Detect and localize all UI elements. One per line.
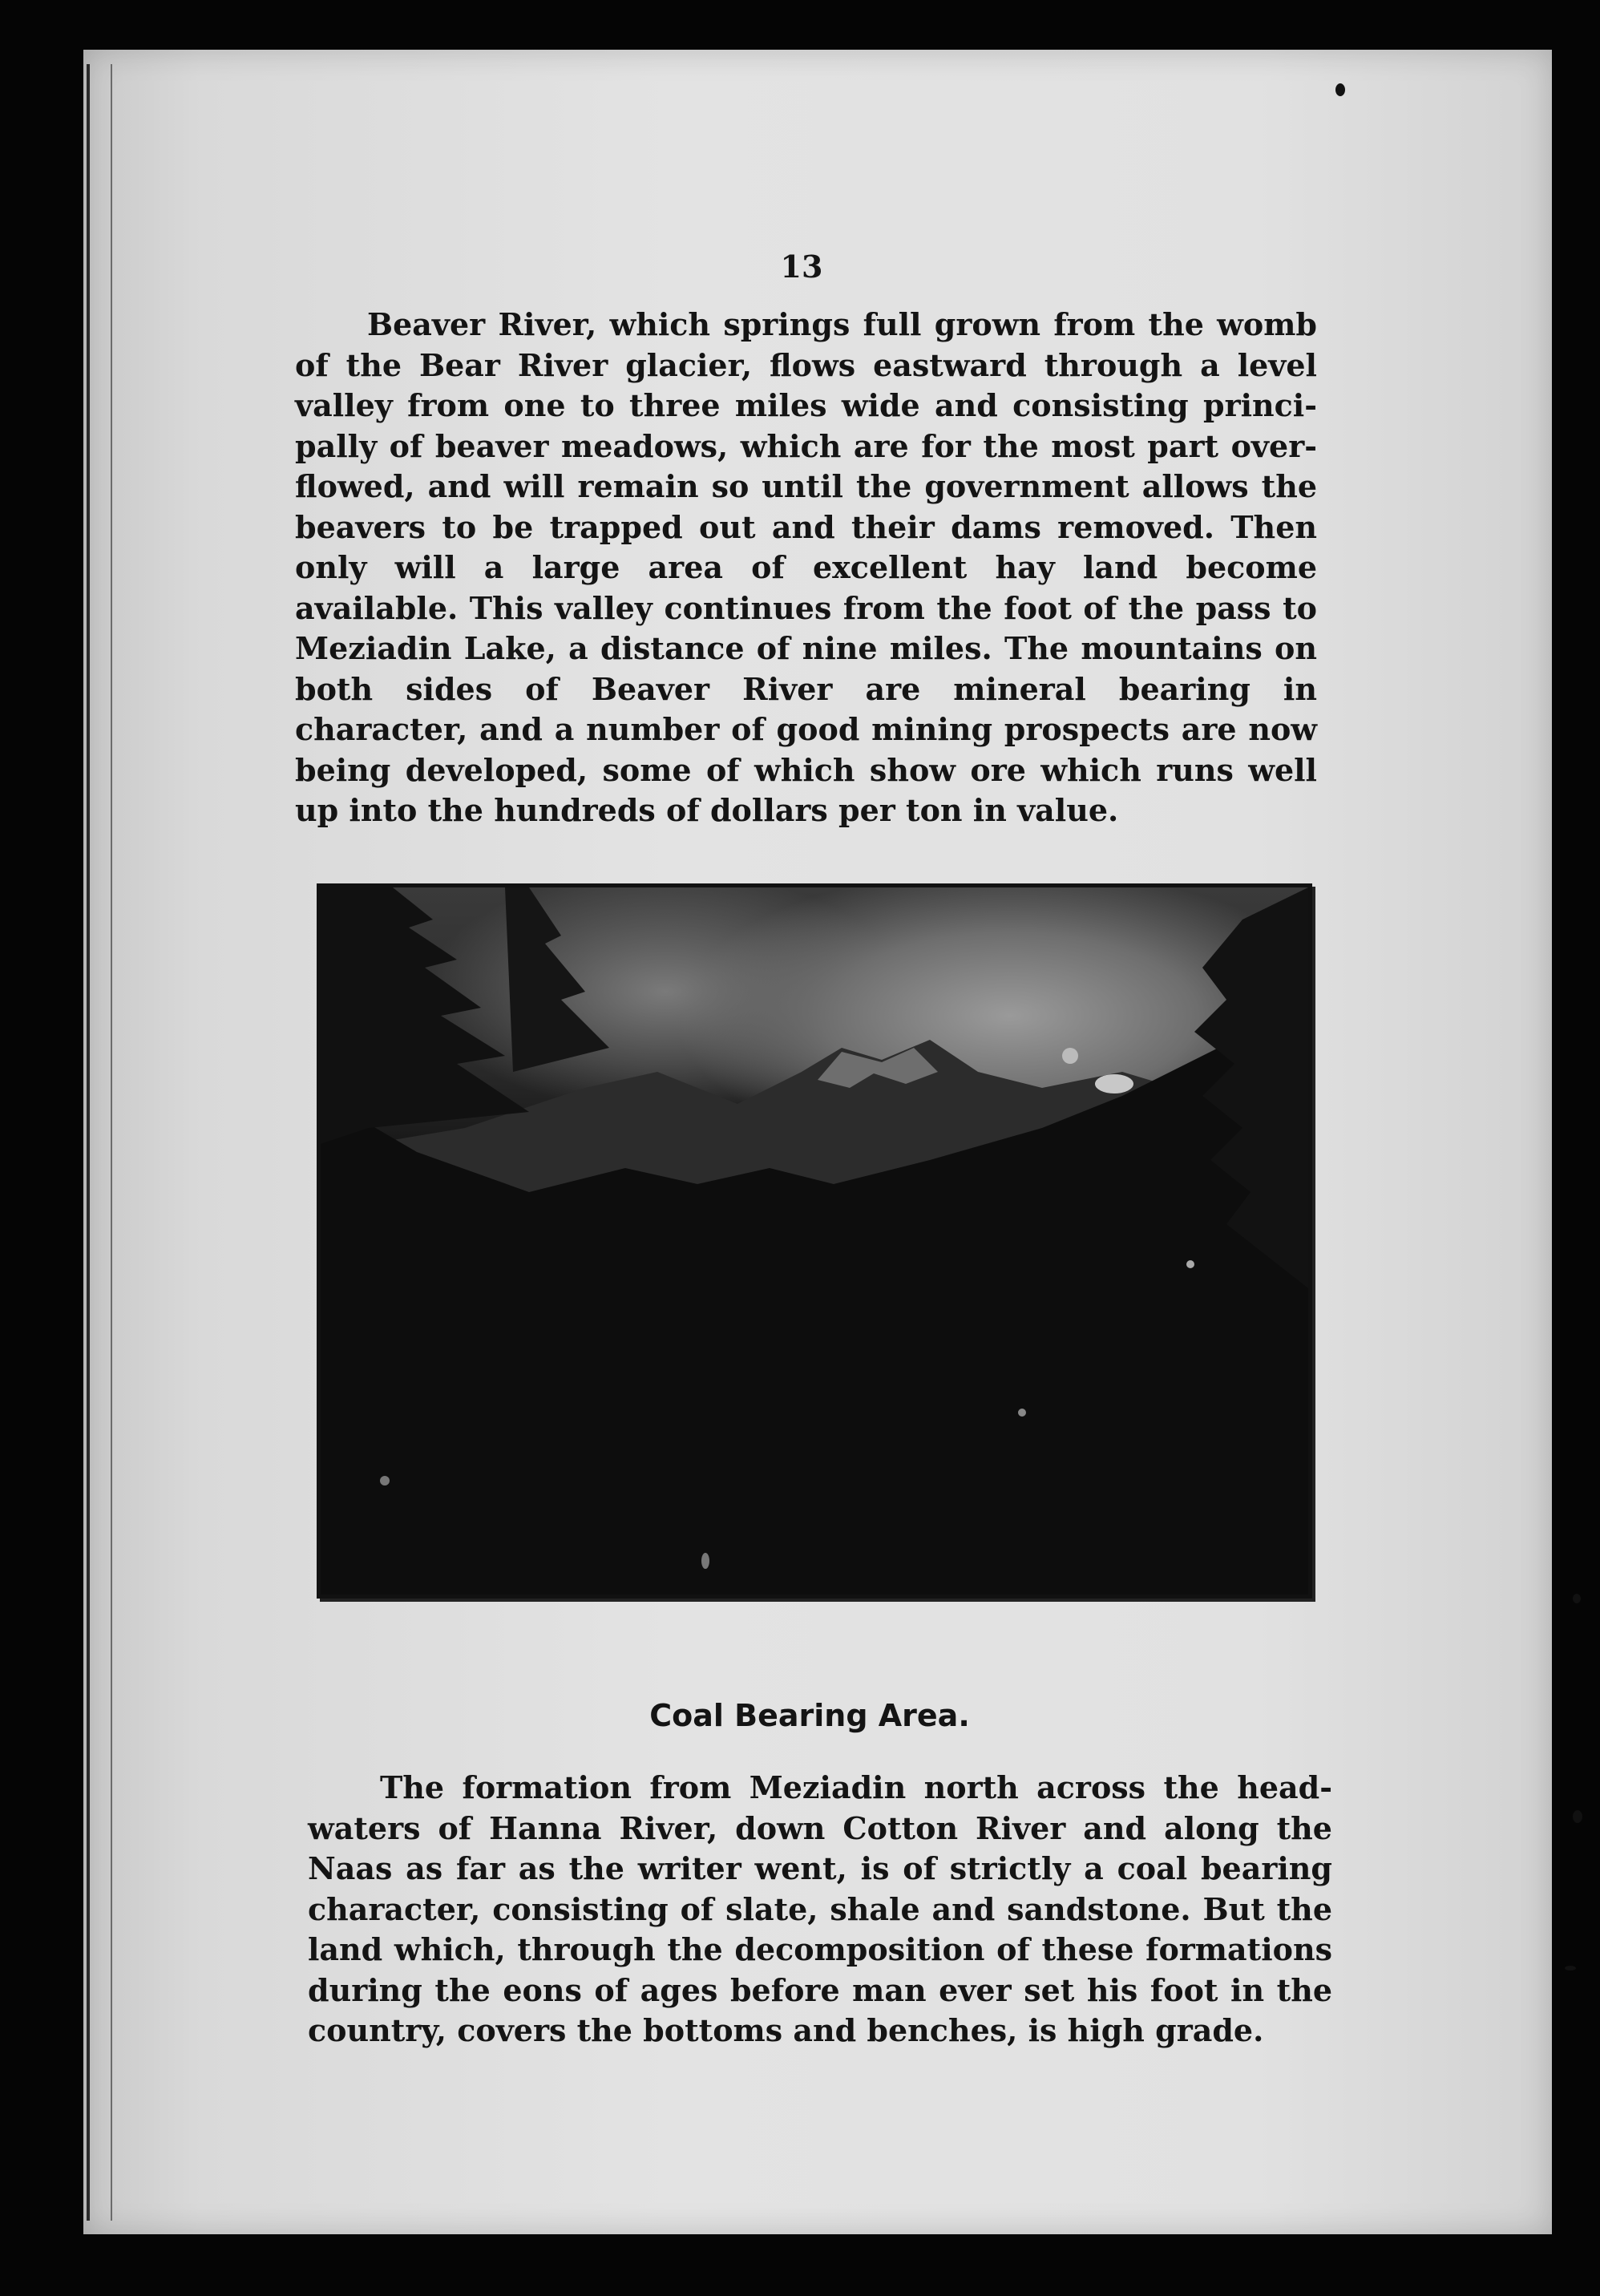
landscape-photograph-art <box>321 887 1308 1595</box>
page-number: 13 <box>780 249 823 285</box>
light-speck <box>1062 1048 1078 1064</box>
light-speck <box>1186 1260 1194 1268</box>
tree-left-2 <box>505 887 609 1072</box>
landscape-photograph <box>317 883 1312 1599</box>
paper-speck <box>1565 1966 1576 1971</box>
page-gutter-fold <box>111 64 112 2221</box>
light-speck <box>1095 1074 1133 1093</box>
light-speck <box>701 1553 709 1569</box>
section-heading: Coal Bearing Area. <box>649 1698 970 1733</box>
light-speck <box>1018 1409 1026 1417</box>
tree-left <box>321 887 529 1144</box>
page-gutter-edge <box>87 64 90 2221</box>
paragraph-coal-bearing: The formation from Meziadin north across the head- waters of Hanna River, down Cotton River and along the Naas as far as the writer went, is of strictly a coal bearing character, consisting of slate, shale and sandstone. But the land which, through the decomposition of these formations during the eons of ages before man ever set his foot in the country, covers the bottoms and benches, is high grade. <box>308 1769 1332 2048</box>
paragraph-beaver-river: Beaver River, which springs full grown from the womb of the Bear River glacier, flows eastward through a level valley from one to three miles wide and consisting princi- pally of beaver meadows, which are for the most part over- flowed, and will remain so until the government allows the beavers to be trapped out and their dams removed. Then only will a large area of excellent hay land become available. This valley continues from the foot of the pass to Meziadin Lake, a distance of nine miles. The mountains on both sides of Beaver River are mineral bearing in character, and a number of good mining prospects are now being developed, some of which show ore which runs well up into the hundreds of dollars per ton in value. <box>295 306 1317 828</box>
light-speck <box>380 1476 390 1486</box>
paper-speck <box>1573 1594 1581 1603</box>
paper-speck <box>1573 1810 1582 1823</box>
paper-speck <box>1335 83 1345 96</box>
